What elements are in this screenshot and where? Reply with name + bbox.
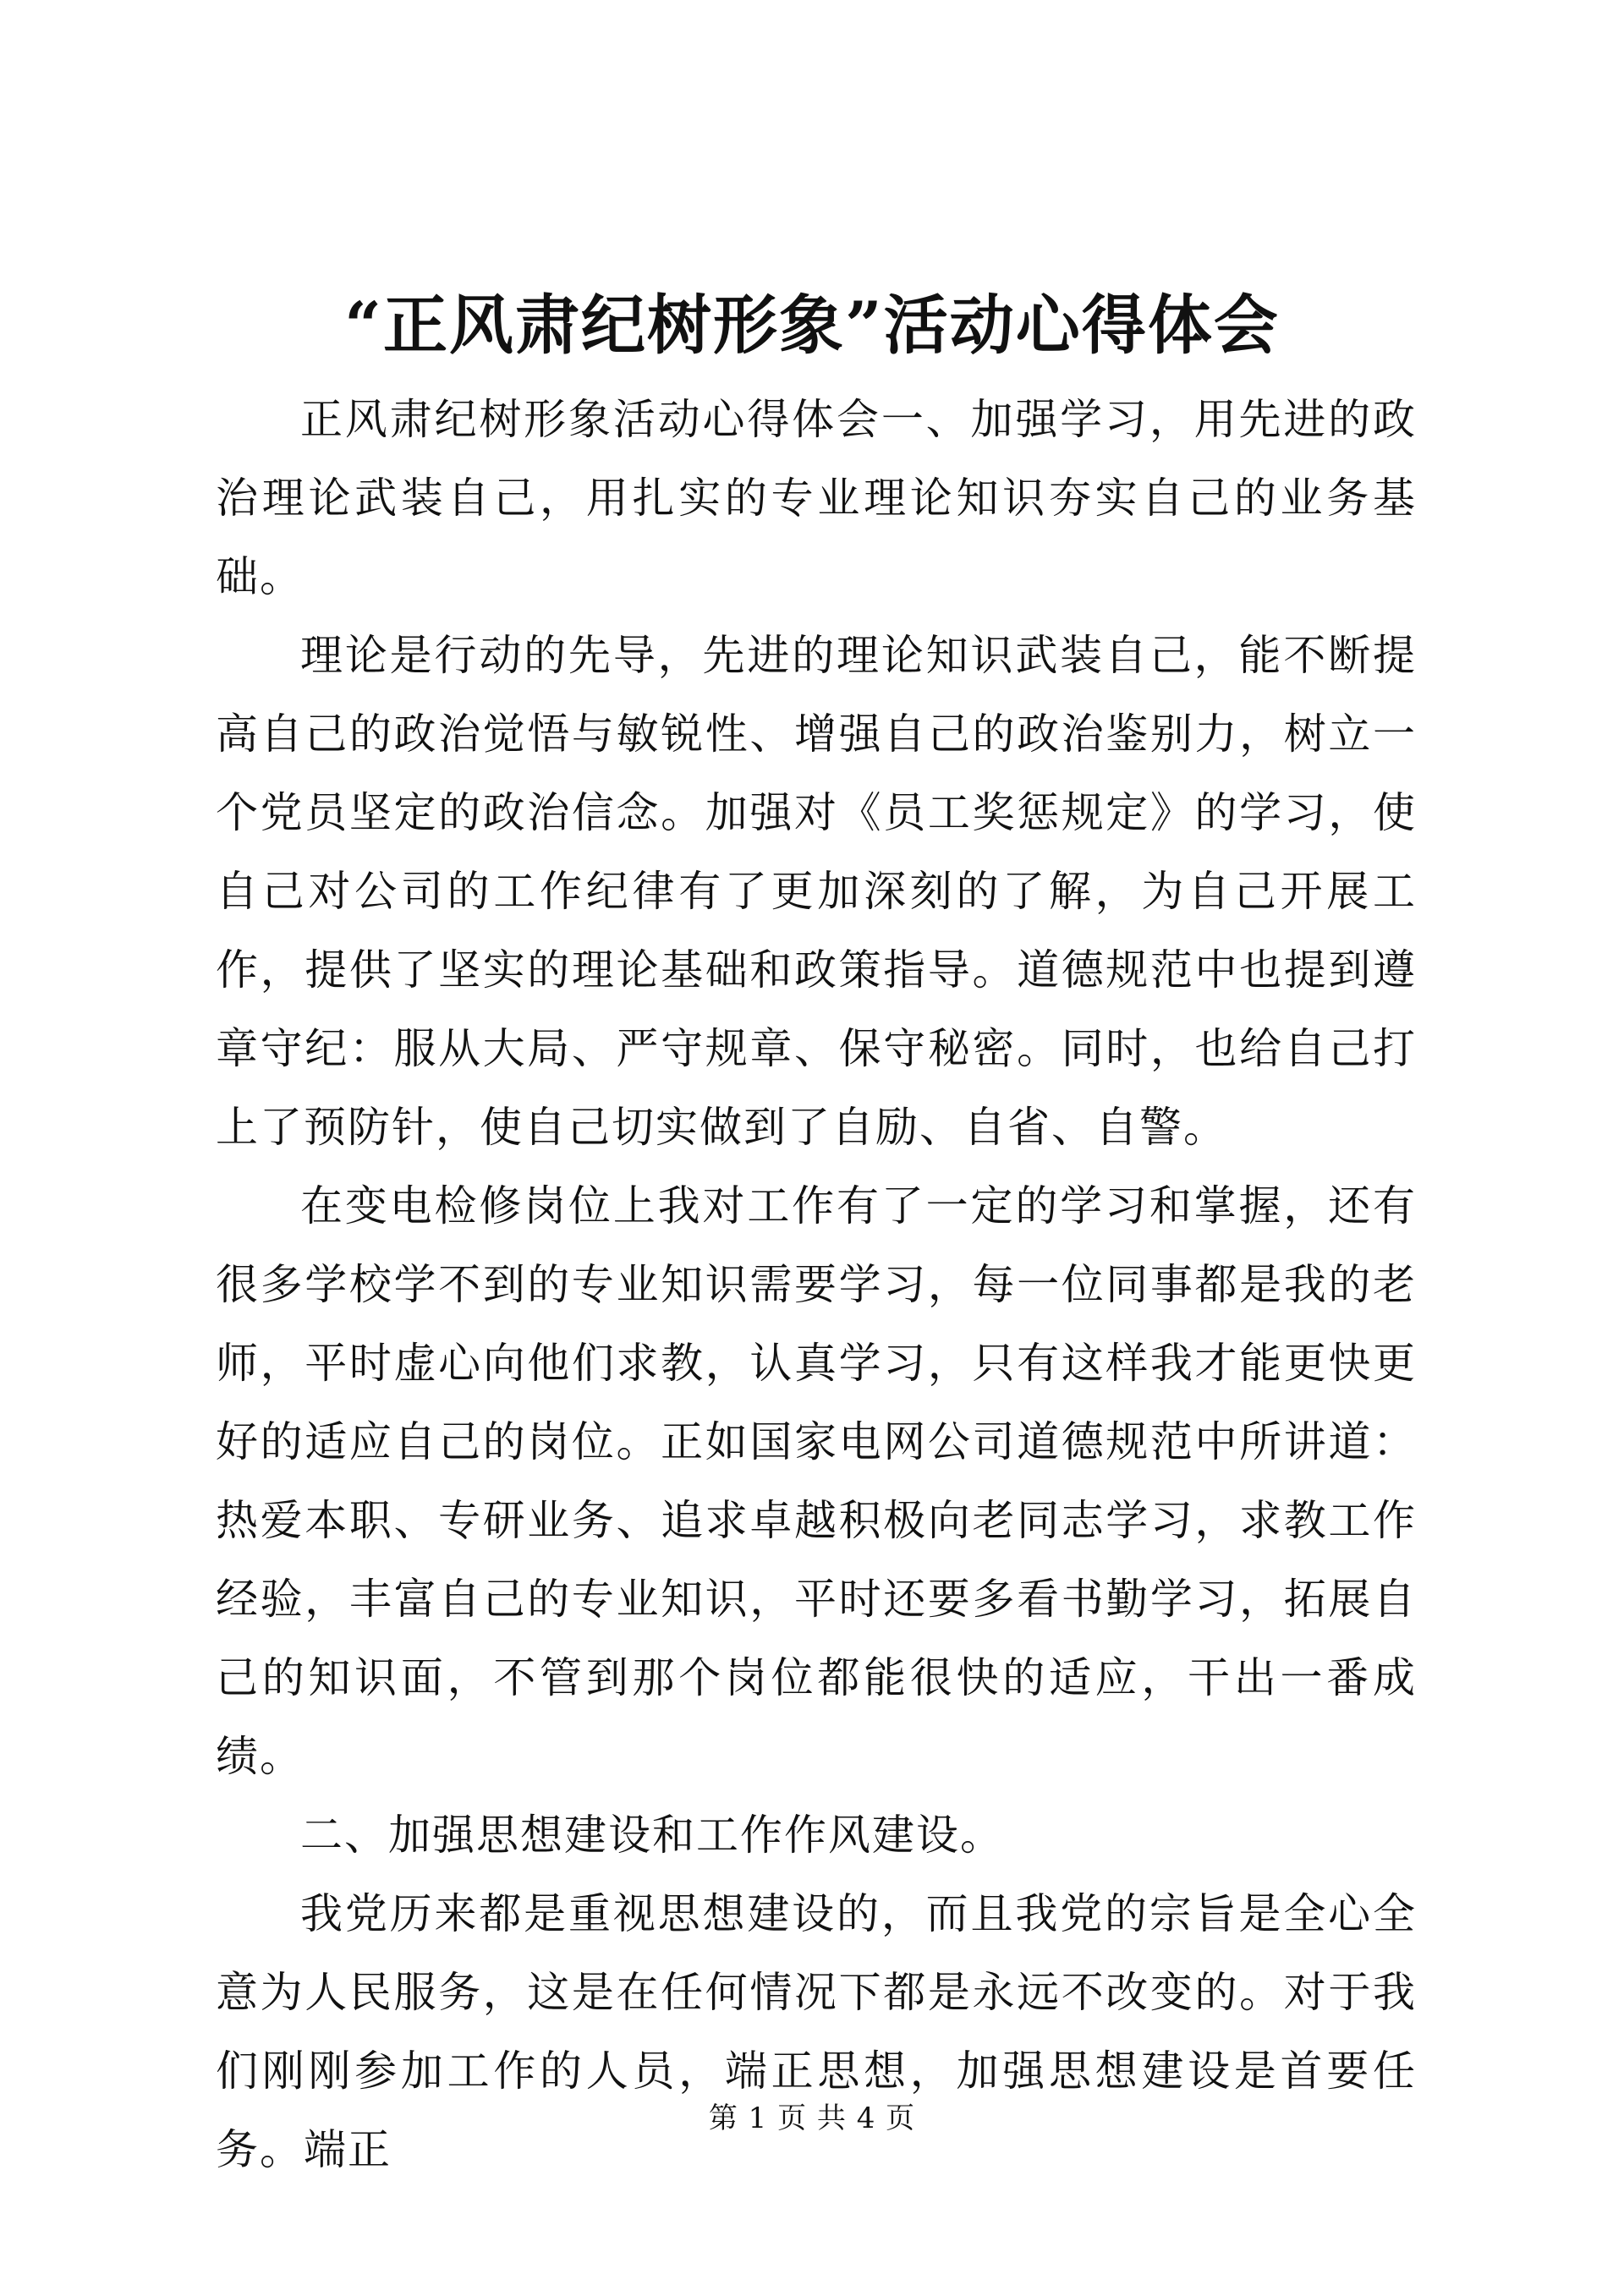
paragraph-2: 理论是行动的先导，先进的理论知识武装自己，能不断提高自己的政治觉悟与敏锐性、增强自己的政治鉴别力，树立一个党员坚定的政治信念。加强对《员工奖惩规定》的学习，使自己对公司的工作纪律有了更加深刻的了解，为自己开展工作，提供了坚实的理论基础和政策指导。道德规范中也提到遵章守纪：服从大局、严守规章、保守秘密。同时，也给自己打上了预防针，使自己切实做到了自励、自省、自警。 [216,631,1417,1152]
document-title: “正风肃纪树形象”活动心得体会 [344,288,1280,363]
document-body [216,381,1417,2189]
paragraph-4: 二、加强思想建设和工作作风建设。 [300,1811,1004,1860]
paragraph-1: 正风肃纪树形象活动心得体会一、加强学习，用先进的政治理论武装自己，用扎实的专业理论知识夯实自己的业务基础。 [216,395,1417,601]
paragraph-5: 我党历来都是重视思想建设的，而且我党的宗旨是全心全意为人民服务，这是在任何情况下都是永远不改变的。对于我们刚刚参加工作的人员，端正思想，加强思想建设是首要任务。端正 [216,1889,1417,2174]
paragraph-3: 在变电检修岗位上我对工作有了一定的学习和掌握，还有很多学校学不到的专业知识需要学习，每一位同事都是我的老师，平时虚心向他们求教，认真学习，只有这样我才能更快更好的适应自己的岗位。正如国家电网公司道德规范中所讲道：热爱本职、专研业务、追求卓越积极向老同志学习，求教工作经验，丰富自己的专业知识，平时还要多看书勤学习，拓展自己的知识面，不管到那个岗位都能很快的适应，干出一番成绩。 [216,1181,1417,1781]
page-footer: 第 1 页 共 4 页 [708,2101,916,2135]
